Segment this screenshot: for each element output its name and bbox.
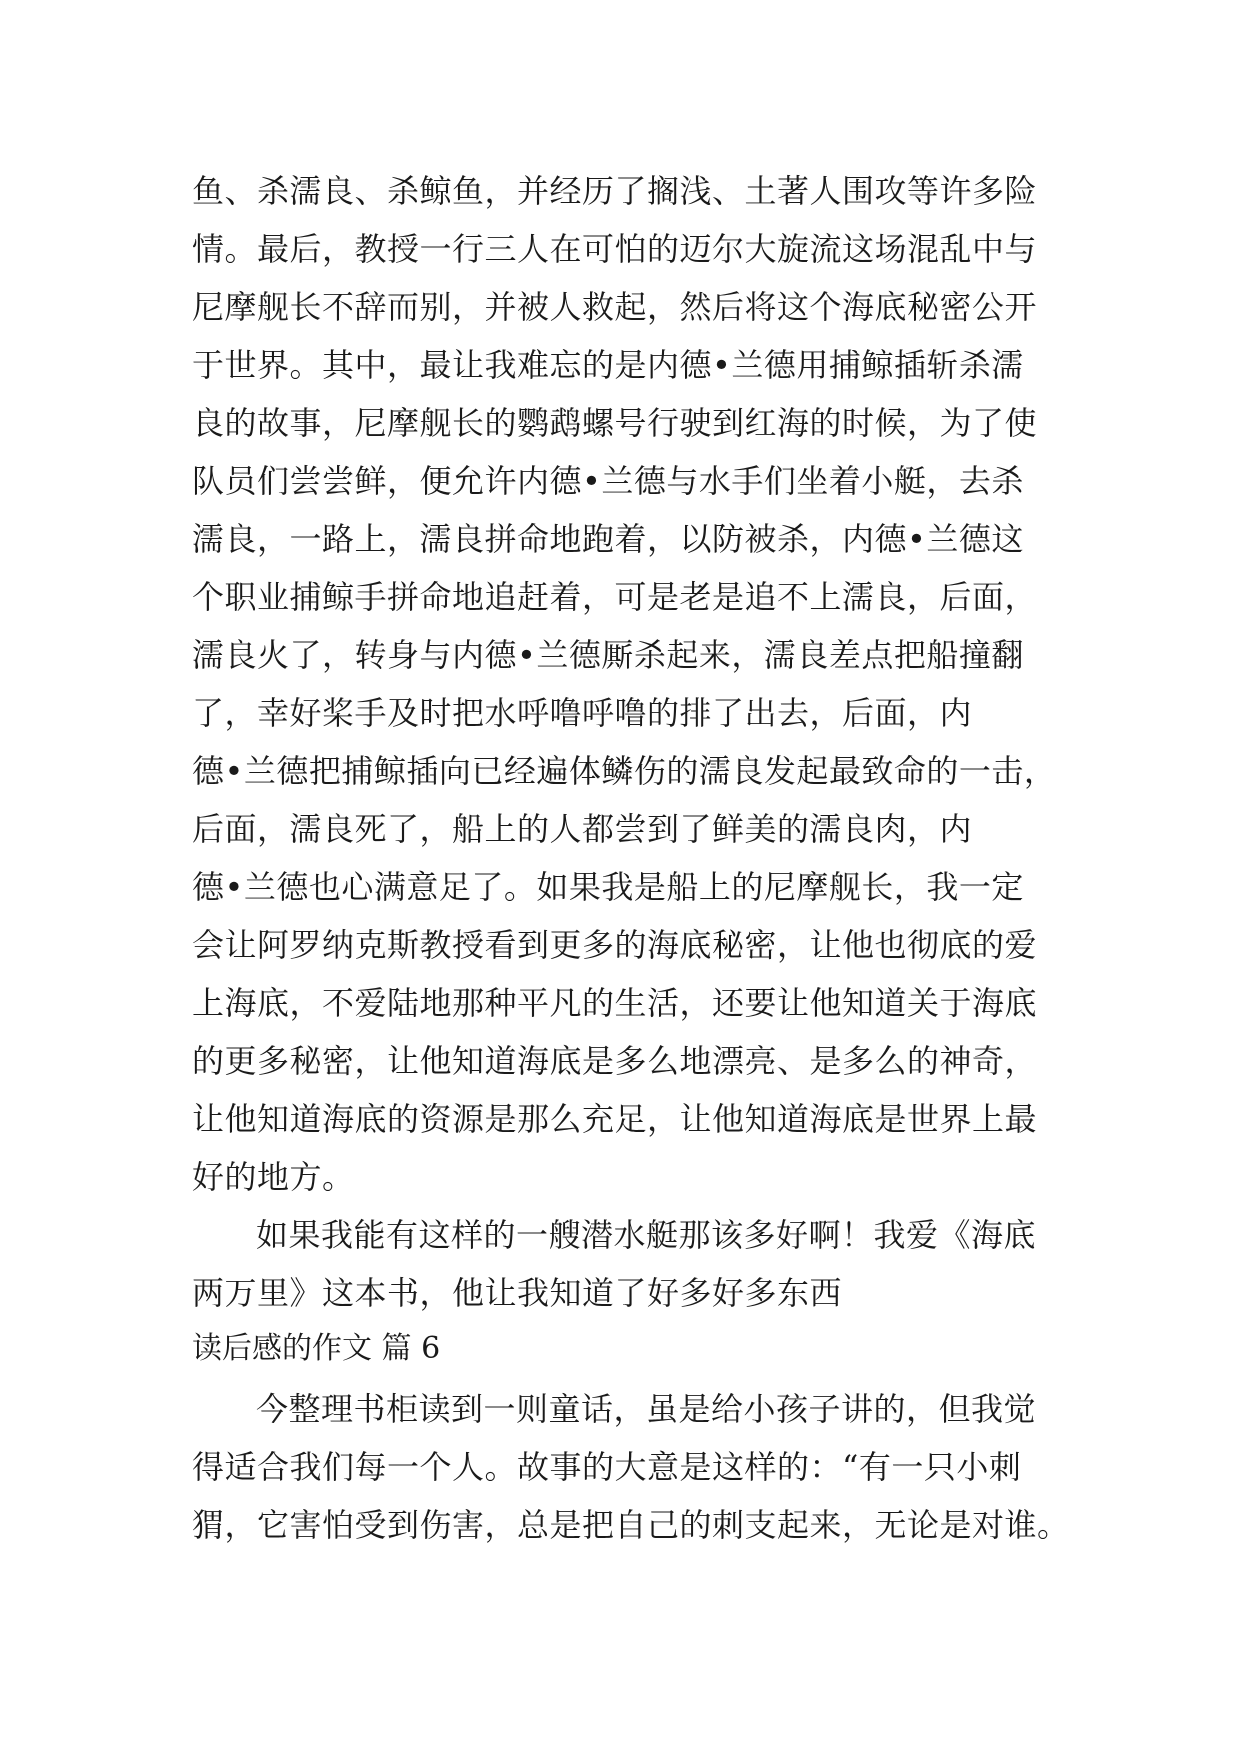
paragraph-line: 良的故事，尼摩舰长的鹦鹉螺号行驶到红海的时候，为了使 (192, 404, 1038, 442)
paragraph-line: 德•兰德也心满意足了。如果我是船上的尼摩舰长，我一定 (192, 868, 1024, 906)
paragraph-line: 德•兰德把捕鲸插向已经遍体鳞伤的濡良发起最致命的一击， (192, 752, 1057, 790)
paragraph-line: 于世界。其中，最让我难忘的是内德•兰德用捕鲸插斩杀濡 (192, 346, 1024, 384)
paragraph-line: 濡良，一路上，濡良拼命地跑着，以防被杀，内德•兰德这 (192, 520, 1024, 558)
paragraph-line: 会让阿罗纳克斯教授看到更多的海底秘密，让他也彻底的爱 (192, 926, 1038, 964)
paragraph-line: 尼摩舰长不辞而别，并被人救起，然后将这个海底秘密公开 (192, 288, 1038, 326)
paragraph-line: 上海底，不爱陆地那种平凡的生活，还要让他知道关于海底 (192, 984, 1038, 1022)
paragraph-line: 让他知道海底的资源是那么充足，让他知道海底是世界上最 (192, 1100, 1038, 1138)
paragraph-line: 好的地方。 (192, 1158, 355, 1196)
paragraph-line: 的更多秘密，让他知道海底是多么地漂亮、是多么的神奇， (192, 1042, 1038, 1080)
paragraph-line: 队员们尝尝鲜，便允许内德•兰德与水手们坐着小艇，去杀 (192, 462, 1024, 500)
paragraph-line: 两万里》这本书，他让我知道了好多好多东西 (192, 1274, 843, 1312)
paragraph-1 (192, 162, 1072, 1206)
section-heading: 读后感的作文 篇 6 (192, 1331, 441, 1366)
paragraph-line: 如果我能有这样的一艘潜水艇那该多好啊！我爱《海底 (256, 1216, 1037, 1254)
paragraph-line: 鱼、杀濡良、杀鲸鱼，并经历了搁浅、土著人围攻等许多险 (192, 172, 1038, 210)
paragraph-line: 了，幸好桨手及时把水呼噜呼噜的排了出去，后面，内 (192, 694, 973, 732)
paragraph-line: 今整理书柜读到一则童话，虽是给小孩子讲的，但我觉 (256, 1390, 1037, 1428)
paragraph-line: 猬，它害怕受到伤害，总是把自己的刺支起来，无论是对谁。 (192, 1506, 1070, 1544)
paragraph-3 (192, 1380, 1072, 1554)
paragraph-line: 后面，濡良死了，船上的人都尝到了鲜美的濡良肉，内 (192, 810, 973, 848)
paragraph-line: 情。最后，教授一行三人在可怕的迈尔大旋流这场混乱中与 (192, 230, 1038, 268)
paragraph-line: 个职业捕鲸手拼命地追赶着，可是老是追不上濡良，后面， (192, 578, 1038, 616)
paragraph-line: 濡良火了，转身与内德•兰德厮杀起来，濡良差点把船撞翻 (192, 636, 1024, 674)
section-heading-block (192, 1320, 1072, 1378)
paragraph-2 (192, 1206, 1072, 1322)
paragraph-line: 得适合我们每一个人。故事的大意是这样的：“有一只小刺 (192, 1448, 1022, 1486)
